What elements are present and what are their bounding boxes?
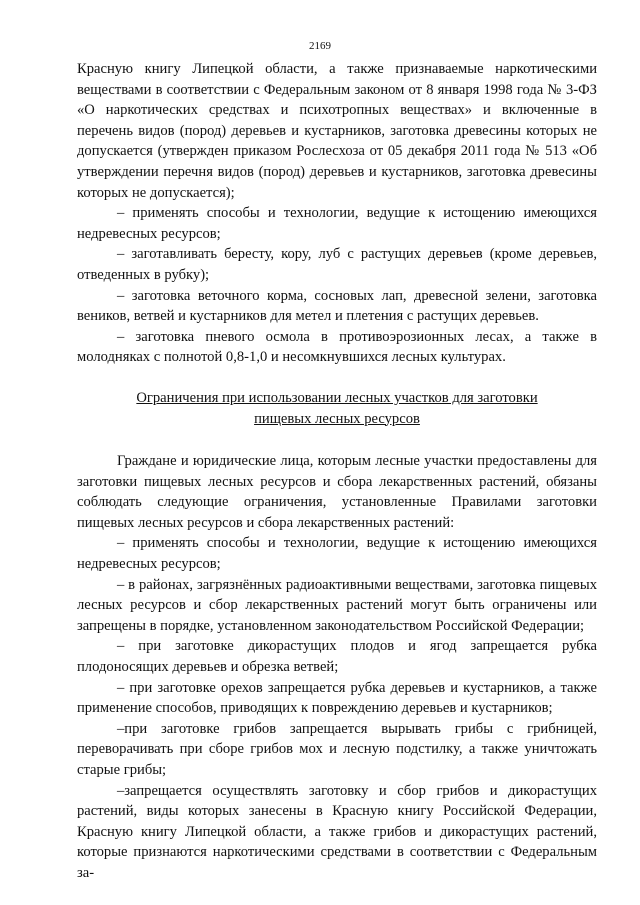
list-item: – при заготовке дикорастущих плодов и ягод запрещается рубка плодоносящих деревьев и обрезка ветвей; [77, 638, 597, 676]
list-item: – заготавливать бересту, кору, луб с растущих деревьев (кроме деревьев, отведенных в рубку); [77, 246, 597, 283]
list-item: – применять способы и технологии, ведущие к истощению имеющихся недревесных ресурсов; [77, 535, 597, 573]
section-heading-line: пищевых лесных ресурсов [254, 410, 420, 427]
section-heading-line: Ограничения при использовании лесных участков для заготовки [136, 389, 538, 406]
section-heading [77, 388, 597, 429]
page-number: 2169 [309, 40, 331, 52]
list-item: –запрещается осуществлять заготовку и сбор грибов и дикорастущих растений, виды которых занесены в Красную книгу Российской Федерации, Красную книгу Липецкой области, а также грибов и дикорастущих растений, которые признаются наркотическими средствами в соответствии с Федеральным за- [77, 782, 597, 881]
list-item: – применять способы и технологии, ведущие к истощению имеющихся недревесных ресурсов; [77, 205, 597, 242]
list-item: – в районах, загрязнённых радиоактивными веществами, заготовка пищевых лесных ресурсов и сбор лекарственных растений могут быть ограничены или запрещены в порядке, установленном законодательством Российской Федерации; [77, 576, 597, 634]
list-item: – заготовка веточного корма, сосновых лап, древесной зелени, заготовка веников, ветвей и кустарников для метел и плетения с растущих деревьев. [77, 287, 597, 325]
list-item: – заготовка пневого осмола в противоэрозионных лесах, а также в молодняках с полнотой 0,8-1,0 и несомкнувшихся лесных культурах. [77, 328, 597, 366]
list-item: –при заготовке грибов запрещается вырывать грибы с грибницей, переворачивать при сборе грибов мох и лесную подстилку, а также уничтожать старые грибы; [77, 720, 597, 778]
document-body [77, 59, 597, 884]
list-item: – при заготовке орехов запрещается рубка деревьев и кустарников, а также применение способов, приводящих к повреждению деревьев и кустарников; [77, 679, 597, 717]
paragraph-continuation: Красную книгу Липецкой области, а также признаваемые наркотическими веществами в соответствии с Федеральным законом от 8 января 1998 года № 3-ФЗ «О наркотических средствах и психотропных веществах» и включенные в перечень видов (пород) деревьев и кустарников, заготовка древесины которых не допускается (утвержден приказом Рослесхоза от 05 декабря 2011 года № 513 «Об утверждении перечня видов (пород) деревьев и кустарников, заготовка древесины которых не допускается); [77, 61, 597, 201]
paragraph-intro: Граждане и юридические лица, которым лесные участки предоставлены для заготовки пищевых лесных ресурсов и сбора лекарственных растений, обязаны соблюдать следующие ограничения, установленные Правилами заготовки пищевых лесных ресурсов и сбора лекарственных растений: [77, 453, 597, 531]
